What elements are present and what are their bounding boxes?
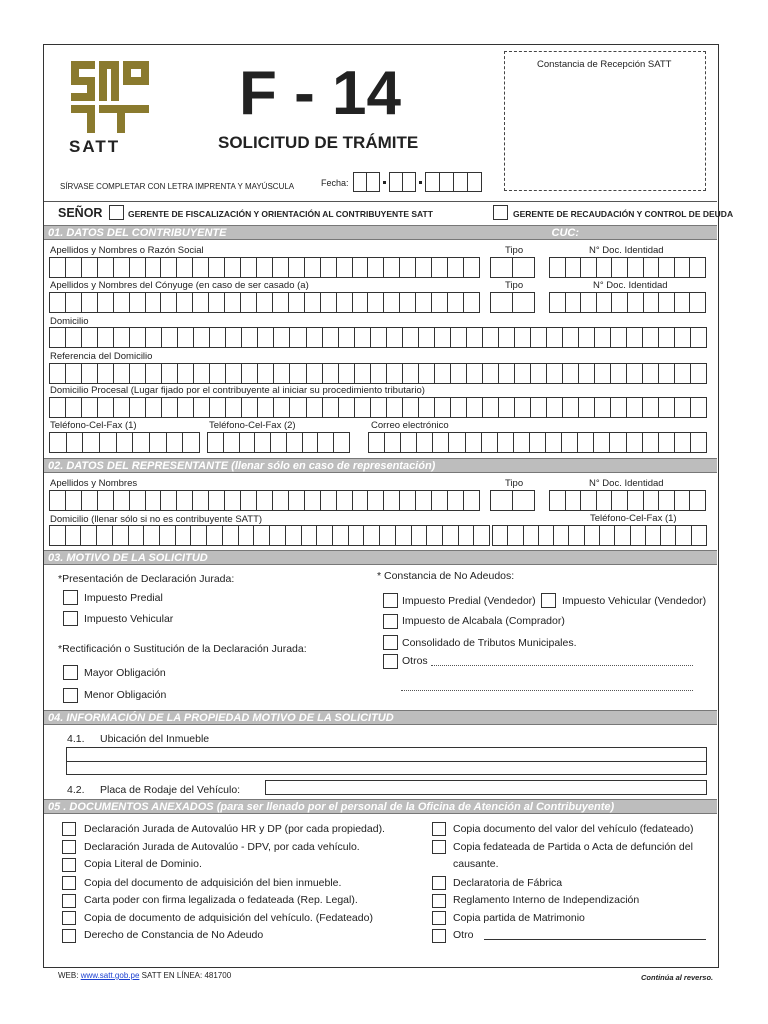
reception-stamp-label: Constancia de Recepción SATT: [537, 59, 672, 70]
doc-left-3-checkbox[interactable]: [62, 858, 76, 872]
doc-right-4-label: Reglamento Interno de Independización: [453, 894, 640, 906]
c1-checkbox[interactable]: [383, 593, 398, 608]
email-field[interactable]: [368, 432, 707, 453]
doc-right-2-label: Copia fedateada de Partida o Acta de defunción del: [453, 841, 693, 853]
footer-link[interactable]: www.satt.gob.pe: [80, 971, 140, 980]
tel1-field[interactable]: [49, 432, 200, 453]
doc-left-4-checkbox[interactable]: [62, 876, 76, 890]
tipo-label: Tipo: [505, 245, 524, 256]
addressee-recaudacion-checkbox[interactable]: [493, 205, 508, 220]
placa-field[interactable]: [265, 780, 707, 795]
doc2-label: N° Doc. Identidad: [593, 280, 668, 291]
date-day[interactable]: [353, 172, 380, 192]
procesal-field[interactable]: [49, 397, 707, 418]
tipo2-field[interactable]: [490, 292, 535, 313]
section-5-header: [44, 799, 717, 814]
c2-checkbox[interactable]: [541, 593, 556, 608]
doc-left-5-checkbox[interactable]: [62, 894, 76, 908]
tel2-label: Teléfono-Cel-Fax (2): [209, 420, 296, 431]
doc-right-3-checkbox[interactable]: [432, 876, 446, 890]
email-label: Correo electrónico: [371, 420, 449, 431]
doc-left-3-label: Copia Literal de Dominio.: [84, 858, 202, 870]
referencia-label: Referencia del Domicilio: [50, 351, 153, 362]
domicilio-field[interactable]: [49, 327, 707, 348]
c4-label: Consolidado de Tributos Municipales.: [402, 637, 577, 649]
doc-left-6-label: Copia de documento de adquisición del vehículo. (Fedateado): [84, 912, 373, 924]
constancia-label: * Constancia de No Adeudos:: [377, 570, 515, 582]
doc-right-2-label-cont: causante.: [453, 858, 499, 870]
menor-label: Menor Obligación: [84, 689, 167, 701]
tel1-label: Teléfono-Cel-Fax (1): [50, 420, 137, 431]
doc-left-1-checkbox[interactable]: [62, 822, 76, 836]
rep-tel-label: Teléfono-Cel-Fax (1): [590, 513, 677, 524]
rep-name-field[interactable]: [49, 490, 480, 511]
satt-logo-icon: [69, 59, 151, 135]
c5-label: Otros: [402, 655, 428, 667]
otro-line[interactable]: [484, 939, 706, 940]
rep-name-label: Apellidos y Nombres: [50, 478, 138, 489]
doc-left-5-label: Carta poder con firma legalizada o fedateada (Rep. Legal).: [84, 894, 358, 906]
domicilio-label: Domicilio: [50, 316, 89, 327]
otros-line[interactable]: [431, 665, 693, 666]
date-label: Fecha:: [321, 178, 349, 188]
rep-tipo-label: Tipo: [505, 478, 524, 489]
tipo2-label: Tipo: [505, 280, 524, 291]
c3-checkbox[interactable]: [383, 614, 398, 629]
placa-label: Placa de Rodaje del Vehículo:: [100, 784, 241, 796]
doc-left-4-label: Copia del documento de adquisición del bien inmueble.: [84, 877, 342, 889]
doc-label: N° Doc. Identidad: [589, 245, 664, 256]
vehicular-label: Impuesto Vehicular: [84, 613, 174, 625]
ubic-number: 4.1.: [67, 733, 85, 745]
rep-domicilio-field[interactable]: [49, 525, 490, 546]
rep-doc-field[interactable]: [549, 490, 706, 511]
spouse-label: Apellidos y Nombres del Cónyuge (en caso de ser casado (a): [50, 280, 309, 291]
rep-tipo-field[interactable]: [490, 490, 535, 511]
doc-right-4-checkbox[interactable]: [432, 894, 446, 908]
doc-left-7-checkbox[interactable]: [62, 929, 76, 943]
doc-right-3-label: Declaratoria de Fábrica: [453, 877, 563, 889]
section-1-header: [44, 225, 717, 240]
doc-right-6-label: Otro: [453, 929, 474, 941]
date-year[interactable]: [425, 172, 482, 192]
name-field[interactable]: [49, 257, 480, 278]
section-4-title: 04. INFORMACIÓN DE LA PROPIEDAD MOTIVO DE LA SOLICITUD: [48, 712, 394, 724]
spouse-field[interactable]: [49, 292, 480, 313]
rep-doc-label: N° Doc. Identidad: [589, 478, 664, 489]
doc-left-7-label: Derecho de Constancia de No Adeudo: [84, 929, 264, 941]
footer-web: [58, 971, 231, 980]
c3-label: Impuesto de Alcabala (Comprador): [402, 615, 565, 627]
rect-label: *Rectificación o Sustitución de la Declaración Jurada:: [58, 643, 307, 655]
menor-checkbox[interactable]: [63, 688, 78, 703]
doc2-field[interactable]: [549, 292, 706, 313]
section-2-header: [44, 458, 717, 473]
doc-right-5-label: Copia partida de Matrimonio: [453, 912, 585, 924]
brand-name: SATT: [69, 137, 121, 156]
name-label: Apellidos y Nombres o Razón Social: [50, 245, 204, 256]
referencia-field[interactable]: [49, 363, 707, 384]
section-3-title: 03. MOTIVO DE LA SOLICITUD: [48, 552, 208, 564]
doc-left-1-label: Declaración Jurada de Autovalúo HR y DP (por cada propiedad).: [84, 823, 385, 835]
doc-field[interactable]: [549, 257, 706, 278]
section-3-header: [44, 550, 717, 565]
mayor-checkbox[interactable]: [63, 665, 78, 680]
predial-label: Impuesto Predial: [84, 592, 163, 604]
form-title: SOLICITUD DE TRÁMITE: [218, 133, 419, 152]
senor-label: SEÑOR: [58, 206, 103, 220]
section-2-title: 02. DATOS DEL REPRESENTANTE (llenar sólo en caso de representación): [48, 460, 436, 472]
date-month[interactable]: [389, 172, 416, 192]
c5-checkbox[interactable]: [383, 654, 398, 669]
fill-instruction: SÍRVASE COMPLETAR CON LETRA IMPRENTA Y MAYÚSCULA: [60, 182, 295, 191]
form-code: F - 14: [239, 59, 401, 128]
footer-online: SATT EN LÍNEA: 481700: [141, 971, 232, 980]
doc-left-2-label: Declaración Jurada de Autovalúo - DPV, por cada vehículo.: [84, 841, 360, 853]
rep-tel-field[interactable]: [492, 525, 707, 546]
footer-web-label: WEB:: [58, 971, 79, 980]
vehicular-checkbox[interactable]: [63, 611, 78, 626]
section-4-header: [44, 710, 717, 725]
continua-note: Continúa al reverso.: [641, 973, 714, 982]
cuc-label: CUC:: [551, 227, 579, 239]
decl-label: *Presentación de Declaración Jurada:: [58, 573, 235, 585]
procesal-label: Domicilio Procesal (Lugar fijado por el contribuyente al iniciar su procedimiento tributario): [50, 385, 425, 396]
addressee-fiscalizacion-checkbox[interactable]: [109, 205, 124, 220]
section-1-title: 01. DATOS DEL CONTRIBUYENTE: [48, 227, 227, 239]
form-page: [43, 44, 734, 968]
doc-left-2-checkbox[interactable]: [62, 840, 76, 854]
otros-line-2[interactable]: [401, 690, 693, 691]
doc-right-2-checkbox[interactable]: [432, 840, 446, 854]
addressee-fiscalizacion-label: GERENTE DE FISCALIZACIÓN Y ORIENTACIÓN AL CONTRIBUYENTE SATT: [128, 209, 433, 219]
doc-right-5-checkbox[interactable]: [432, 911, 446, 925]
doc-right-1-checkbox[interactable]: [432, 822, 446, 836]
reception-stamp-box: [504, 51, 706, 191]
rep-domicilio-label: Domicilio (llenar sólo si no es contribuyente SATT): [50, 514, 263, 525]
doc-right-6-checkbox[interactable]: [432, 929, 446, 943]
doc-right-1-label: Copia documento del valor del vehículo (fedateado): [453, 823, 694, 835]
predial-checkbox[interactable]: [63, 590, 78, 605]
ubic-label: Ubicación del Inmueble: [100, 733, 210, 745]
doc-left-6-checkbox[interactable]: [62, 911, 76, 925]
c1-label: Impuesto Predial (Vendedor): [402, 595, 536, 607]
c4-checkbox[interactable]: [383, 635, 398, 650]
c2-label: Impuesto Vehicular (Vendedor): [562, 595, 707, 607]
mayor-label: Mayor Obligación: [84, 667, 166, 679]
tipo-field[interactable]: [490, 257, 535, 278]
placa-number: 4.2.: [67, 784, 85, 796]
ubicacion-field[interactable]: [66, 747, 707, 775]
addressee-recaudacion-label: GERENTE DE RECAUDACIÓN Y CONTROL DE DEUDA: [513, 209, 734, 219]
section-5-title: 05 . DOCUMENTOS ANEXADOS (para ser llenado por el personal de la Oficina de Atención al Contribuyente): [48, 801, 615, 813]
tel2-field[interactable]: [207, 432, 350, 453]
